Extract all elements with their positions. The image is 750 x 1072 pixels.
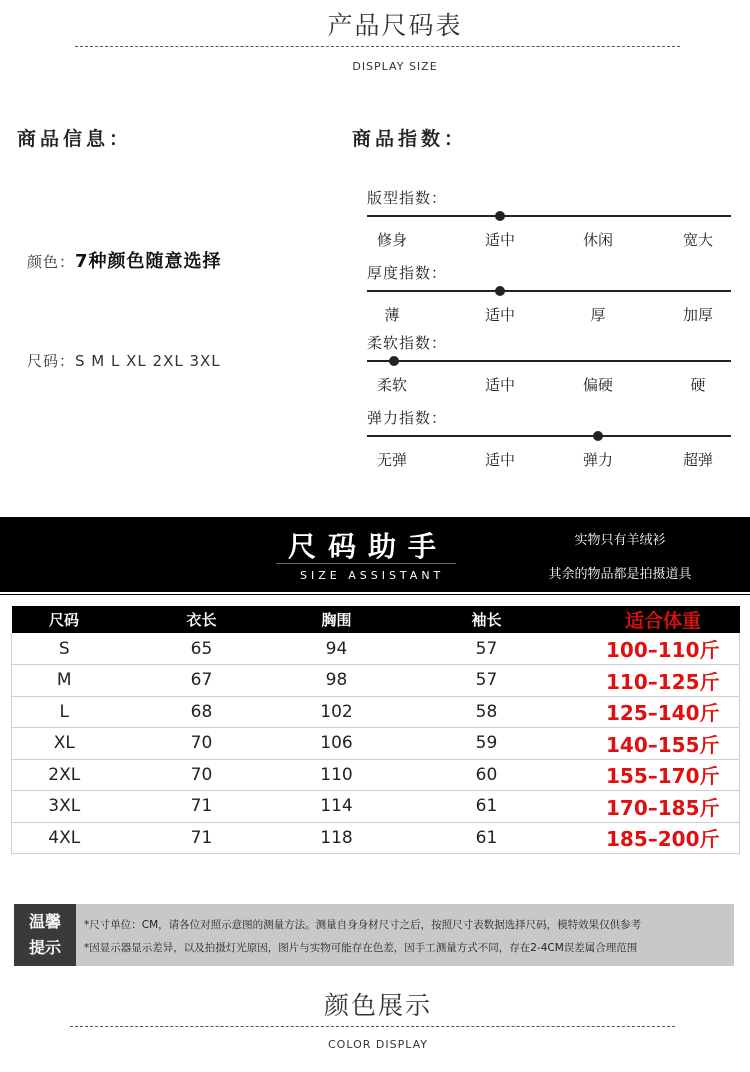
page-title: 产品尺码表 [327,11,463,40]
cell-sleeve: 59 [387,728,587,760]
color-display-subtitle: COLOR DISPLAY [328,1038,428,1051]
cell-chest: 114 [287,791,387,823]
cell-sleeve: 60 [387,759,587,791]
banner-divider [276,563,456,564]
size-info [27,350,221,371]
cell-size: 3XL [12,791,117,823]
cell-size: S [12,633,117,665]
header-weight: 适合体重 [587,606,740,633]
table-row [12,791,740,823]
cell-weight: 140–155斤 [587,728,740,760]
index-marker [495,211,505,221]
table-row [12,728,740,760]
header-size: 尺码 [12,606,117,633]
index-marker [593,431,603,441]
cell-length: 71 [117,822,287,854]
color-label: 颜色： [27,253,76,271]
notice-line-2: *因显示器显示差异，以及拍摄灯光原因，图片与实物可能存在色差，因手工测量方式不同，存在2-4CM误差属合理范围 [84,942,638,954]
index-option: 无弹 [376,451,407,469]
index-option: 休闲 [582,231,613,249]
size-label: 尺码： [27,352,76,370]
cell-weight: 125–140斤 [587,696,740,728]
index-label: 柔软指数： [367,334,448,352]
cell-length: 70 [117,759,287,791]
index-option: 适中 [484,231,515,249]
table-row [12,822,740,854]
banner-note-2: 其余的物品都是拍摄道具 [548,567,692,582]
cell-sleeve: 57 [387,665,587,697]
notice-badge-line1: 温馨 [28,912,61,931]
header-sleeve: 袖长 [387,606,587,633]
cell-chest: 110 [287,759,387,791]
cell-weight: 185–200斤 [587,822,740,854]
index-bar [367,215,731,217]
index-option: 适中 [484,376,515,394]
index-option: 超弹 [682,451,713,469]
cell-sleeve: 58 [387,696,587,728]
index-option: 厚 [590,306,606,324]
index-option: 加厚 [682,306,713,324]
index-option: 偏硬 [582,376,613,394]
cell-length: 65 [117,633,287,665]
index-option: 柔软 [376,376,407,394]
cell-size: 2XL [12,759,117,791]
index-bar [367,360,731,362]
size-value: S M L XL 2XL 3XL [75,352,221,370]
banner-title: 尺码助手 [288,530,449,563]
color-info [27,247,222,273]
index-option: 弹力 [582,451,613,469]
divider [75,46,680,47]
divider [70,1026,675,1027]
cell-chest: 106 [287,728,387,760]
cell-size: 4XL [12,822,117,854]
index-bar [367,290,731,292]
cell-sleeve: 61 [387,822,587,854]
banner-note-1: 实物只有羊绒衫 [574,533,666,548]
table-row [12,759,740,791]
index-label: 弹力指数： [367,409,448,427]
table-row [12,633,740,665]
cell-length: 71 [117,791,287,823]
header-length: 衣长 [117,606,287,633]
index-marker [389,356,399,366]
page-subtitle: DISPLAY SIZE [352,60,438,73]
cell-sleeve: 57 [387,633,587,665]
table-row [12,665,740,697]
cell-weight: 100–110斤 [587,633,740,665]
cell-length: 70 [117,728,287,760]
index-label: 版型指数： [367,189,448,207]
cell-chest: 98 [287,665,387,697]
product-info-heading: 商品信息： [17,128,133,150]
cell-weight: 155–170斤 [587,759,740,791]
cell-length: 68 [117,696,287,728]
index-option: 适中 [484,451,515,469]
cell-size: XL [12,728,117,760]
index-option: 适中 [484,306,515,324]
banner-separator [0,591,750,595]
size-assistant-banner [0,517,750,591]
color-display-title: 颜色展示 [323,991,432,1020]
cell-weight: 170–185斤 [587,791,740,823]
table-row [12,696,740,728]
banner-subtitle: SIZE ASSISTANT [300,569,445,582]
color-value: 7种颜色随意选择 [75,251,222,272]
cell-chest: 118 [287,822,387,854]
index-label: 厚度指数： [367,264,448,282]
cell-chest: 94 [287,633,387,665]
index-option: 薄 [384,306,400,324]
header-chest: 胸围 [287,606,387,633]
cell-chest: 102 [287,696,387,728]
product-index-heading: 商品指数： [352,128,468,150]
index-option: 修身 [376,231,407,249]
cell-sleeve: 61 [387,791,587,823]
index-option: 硬 [690,376,706,394]
size-table-header [12,606,740,633]
notice-badge [14,904,76,966]
cell-size: M [12,665,117,697]
cell-size: L [12,696,117,728]
index-bar [367,435,731,437]
size-table [11,606,740,854]
notice-box [14,904,734,966]
index-option: 宽大 [682,231,713,249]
notice-line-1: *尺寸单位：CM，请各位对照示意图的测量方法。测量自身身材尺寸之后，按照尺寸表数据选择尺码，模特效果仅供参考 [84,919,642,931]
index-marker [495,286,505,296]
notice-badge-line2: 提示 [28,938,61,957]
cell-weight: 110–125斤 [587,665,740,697]
cell-length: 67 [117,665,287,697]
